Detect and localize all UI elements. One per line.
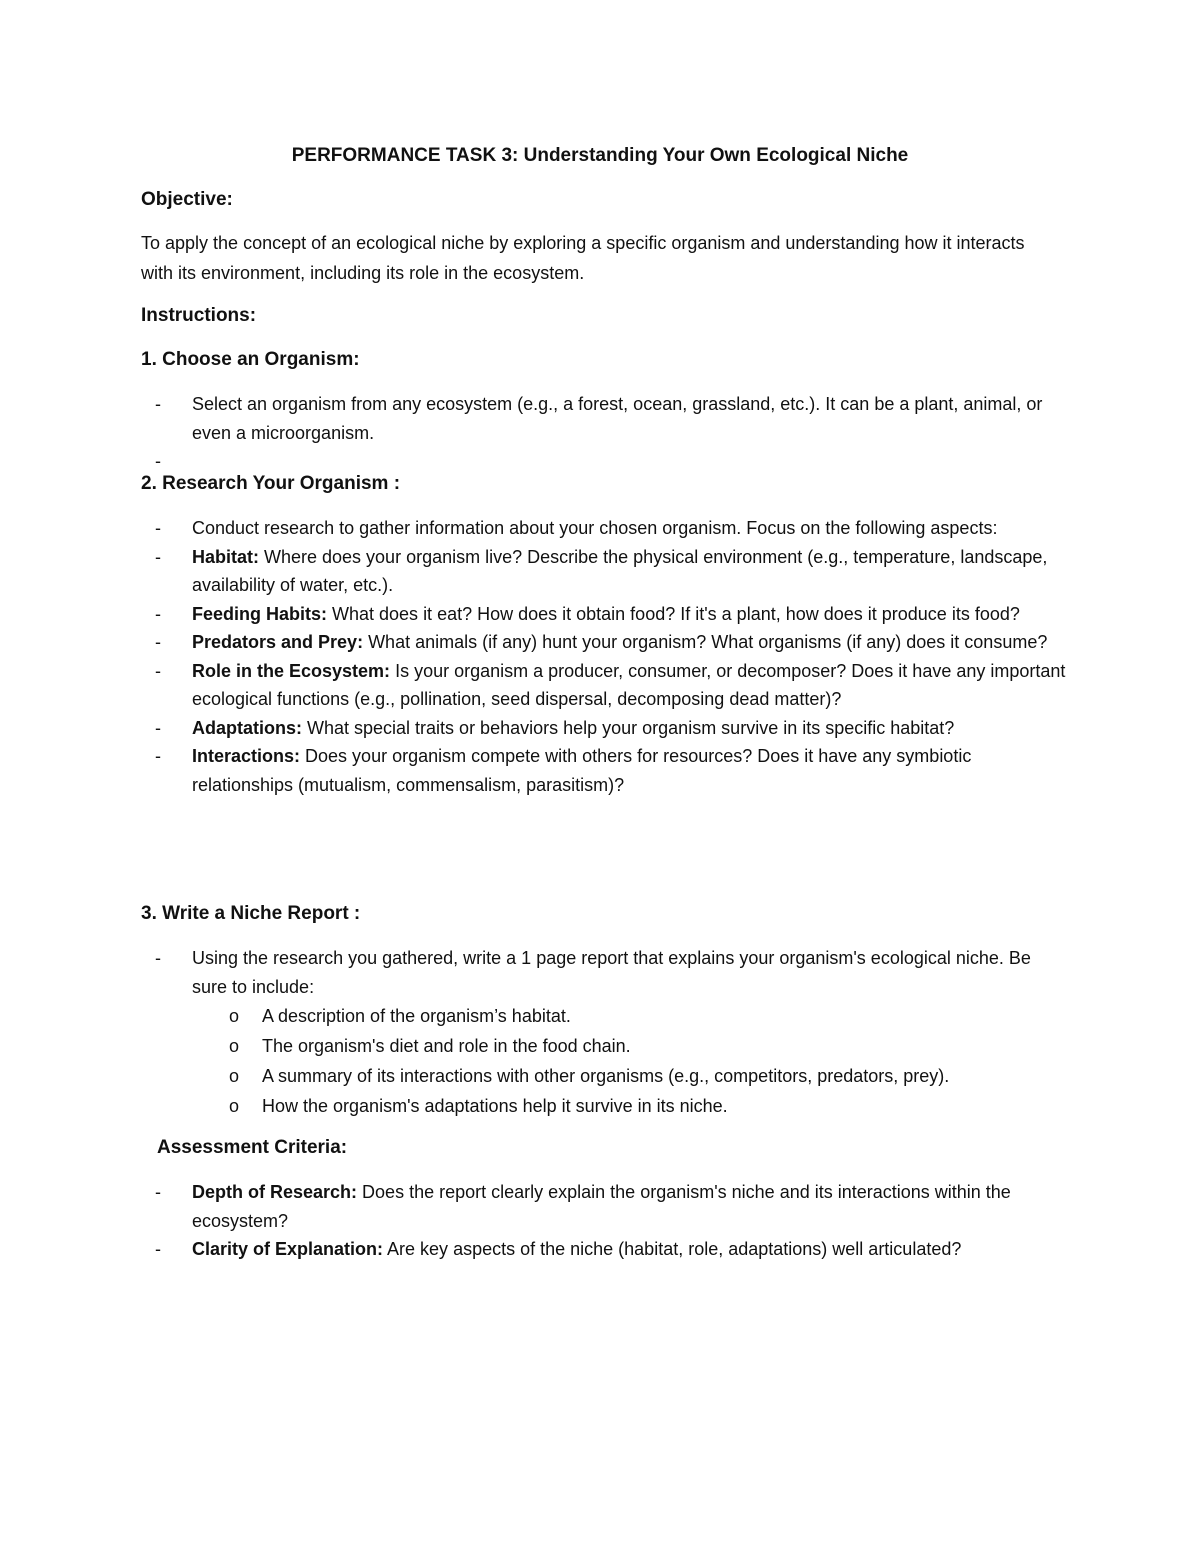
item-label: Feeding Habits:	[192, 603, 328, 624]
dash-marker: -	[155, 394, 161, 414]
item-label: Predators and Prey:	[192, 632, 364, 652]
instructions-heading: Instructions:	[141, 305, 257, 326]
item-text: What animals (if any) hunt your organism? What organisms (if any) does it consume?	[363, 632, 1048, 652]
objective-heading: Objective:	[141, 189, 233, 210]
item-text: Does the report clearly explain the organism's niche and its interactions within the ecosystem?	[192, 1182, 1011, 1231]
step3-list	[155, 944, 1070, 1121]
dash-marker: -	[155, 717, 161, 738]
item-label: Adaptations:	[192, 717, 302, 738]
sub-list-item	[192, 1061, 1070, 1091]
assessment-list	[155, 1178, 1070, 1264]
item-label: Habitat:	[192, 546, 259, 567]
item-label: Interactions:	[192, 746, 301, 766]
item-text: Conduct research to gather information about your chosen organism. Focus on the following aspects:	[192, 518, 998, 538]
item-text: Where does your organism live? Describe the physical environment (e.g., temperature, landscape, availability of water, etc.).	[192, 546, 1048, 595]
sub-item-text: A summary of its interactions with other organisms (e.g., competitors, predators, prey).	[262, 1066, 950, 1086]
sub-list-item	[192, 1091, 1070, 1121]
list-item	[155, 714, 1070, 743]
step1-list	[155, 390, 1070, 471]
circle-marker: o	[229, 1006, 240, 1026]
list-item	[155, 600, 1070, 629]
dash-marker: -	[155, 451, 161, 471]
step3-heading: 3. Write a Niche Report :	[141, 903, 361, 924]
dash-marker: -	[155, 632, 161, 652]
list-item	[155, 1235, 1070, 1264]
step2-heading: 2. Research Your Organism :	[141, 473, 401, 494]
page-title: PERFORMANCE TASK 3: Understanding Your Own Ecological Niche	[291, 145, 909, 166]
list-item	[155, 543, 1070, 600]
item-text: What does it eat? How does it obtain food? If it's a plant, how does it produce its food?	[327, 603, 1020, 624]
dash-marker: -	[155, 1182, 161, 1202]
dash-marker: -	[155, 1239, 161, 1259]
circle-marker: o	[229, 1096, 240, 1116]
assessment-heading: Assessment Criteria:	[157, 1137, 348, 1158]
circle-marker: o	[229, 1036, 240, 1056]
step3-sublist	[192, 1001, 1070, 1121]
list-item	[155, 1178, 1070, 1235]
list-item	[155, 657, 1070, 714]
item-text: Is your organism a producer, consumer, or decomposer? Does it have any important ecological functions (e.g., pollination, seed dispersal, decomposing dead matter)?	[192, 660, 1066, 709]
sub-list-item	[192, 1001, 1070, 1031]
step1-heading: 1. Choose an Organism:	[141, 349, 360, 370]
item-label: Clarity of Explanation:	[192, 1239, 384, 1259]
item-text: What special traits or behaviors help your organism survive in its specific habitat?	[302, 717, 955, 738]
item-label: Role in the Ecosystem:	[192, 660, 391, 681]
item-text: Using the research you gathered, write a 1 page report that explains your organism's ecological niche. Be sure to include:	[192, 948, 1031, 997]
dash-marker: -	[155, 746, 161, 766]
list-item	[155, 742, 1070, 799]
dash-marker: -	[155, 948, 161, 968]
dash-marker: -	[155, 603, 161, 624]
dash-marker: -	[155, 518, 161, 538]
list-item	[155, 390, 1070, 447]
sub-item-text: A description of the organism’s habitat.	[262, 1006, 571, 1026]
list-item	[155, 514, 1070, 543]
sub-list-item	[192, 1031, 1070, 1061]
dash-marker: -	[155, 660, 161, 681]
sub-item-text: How the organism's adaptations help it survive in its niche.	[262, 1096, 728, 1116]
item-text: Select an organism from any ecosystem (e.g., a forest, ocean, grassland, etc.). It can be a plant, animal, or even a microorganism.	[192, 394, 1043, 443]
objective-text: To apply the concept of an ecological niche by exploring a specific organism and understanding how it interacts with its environment, including its role in the ecosystem.	[141, 233, 1025, 283]
circle-marker: o	[229, 1066, 240, 1086]
step2-list	[155, 514, 1070, 799]
dash-marker: -	[155, 546, 161, 567]
item-text: Does your organism compete with others for resources? Does it have any symbiotic relationships (mutualism, commensalism, parasitism)?	[192, 746, 972, 795]
item-label: Depth of Research:	[192, 1182, 358, 1202]
list-item	[155, 628, 1070, 657]
item-text: Are key aspects of the niche (habitat, role, adaptations) well articulated?	[383, 1239, 962, 1259]
sub-item-text: The organism's diet and role in the food chain.	[262, 1036, 631, 1056]
list-item	[155, 944, 1070, 1121]
